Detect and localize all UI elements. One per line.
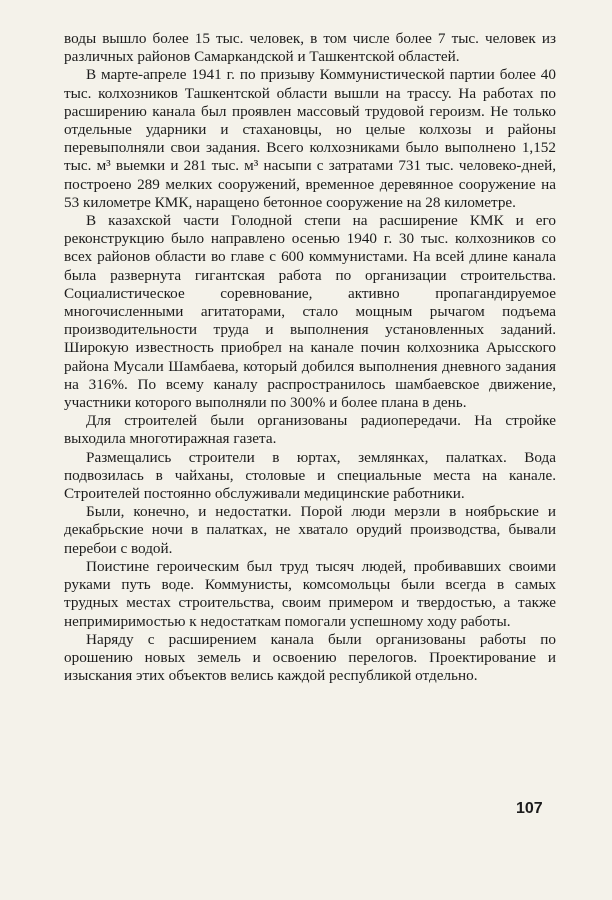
paragraph-irrigation-works: Наряду с расширением канала были организованы работы по орошению новых земель и освоению перелогов. Проектирование и изыскания этих объектов велись каждой республикой отдельно. [64, 630, 556, 685]
paragraph-housing: Размещались строители в юртах, землянках, палатках. Вода подвозилась в чайханы, столовые и специальные места на канале. Строителей постоянно обслуживали медицинские работники. [64, 448, 556, 503]
paragraph-shortcomings: Были, конечно, и недостатки. Порой люди мерзли в ноябрьские и декабрьские ночи в палатках, не хватало орудий производства, бывали перебои с водой. [64, 503, 556, 557]
page-body [64, 30, 556, 685]
paragraph-heroic-labor: Поистине героическим был труд тысяч людей, пробивавших своими руками путь воде. Коммунисты, комсомольцы были всегда в самых трудных местах строительства, своим примером и твердостью, а также непримиримостью к недостаткам помогали успешному ходу работы. [64, 557, 556, 630]
paragraph-continuation: воды вышло более 15 тыс. человек, в том числе более 7 тыс. человек из различных районов Самаркандской и Ташкентской областей. [64, 30, 556, 66]
paragraph-kazakh-golodnaya-step: В казахской части Голодной степи на расширение КМК и его реконструкцию было направлено осенью 1940 г. 30 тыс. колхозников со всех районов области во главе с 600 коммунистами. На всей длине канала была развернута гигантская работа по организации строительства. Социалистическое соревнование, активно пропагандируемое многочисленными агитаторами, стало мощным рычагом подъема производительности труда и выполнения установленных заданий. Широкую известность приобрел на канале почин колхозника Арысского района Мусали Шамбаева, который добился выполнения дневного задания на 316%. По всему каналу распространилось шамбаевское движение, участники которого выполняли по 300% и более плана в день. [64, 212, 556, 412]
paragraph-radio-newspaper: Для строителей были организованы радиопередачи. На стройке выходила многотиражная газета. [64, 412, 556, 448]
page-number: 107 [516, 800, 543, 817]
paragraph-tashkent-kolkhozniks: В марте-апреле 1941 г. по призыву Коммунистической партии более 40 тыс. колхозников Ташкентской области вышли на трассу. На работах по расширению канала был проявлен массовый трудовой героизм. Не только отдельные ударники и стахановцы, но целые колхозы и районы перевыполняли свои задания. Всего колхозниками было выполнено 1,152 тыс. м³ выемки и 281 тыс. м³ насыпи с затратами 731 тыс. человеко-дней, построено 289 мелких сооружений, временное деревянное сооружение на 53 километре КМК, наращено бетонное сооружение на 28 километре. [64, 66, 556, 211]
